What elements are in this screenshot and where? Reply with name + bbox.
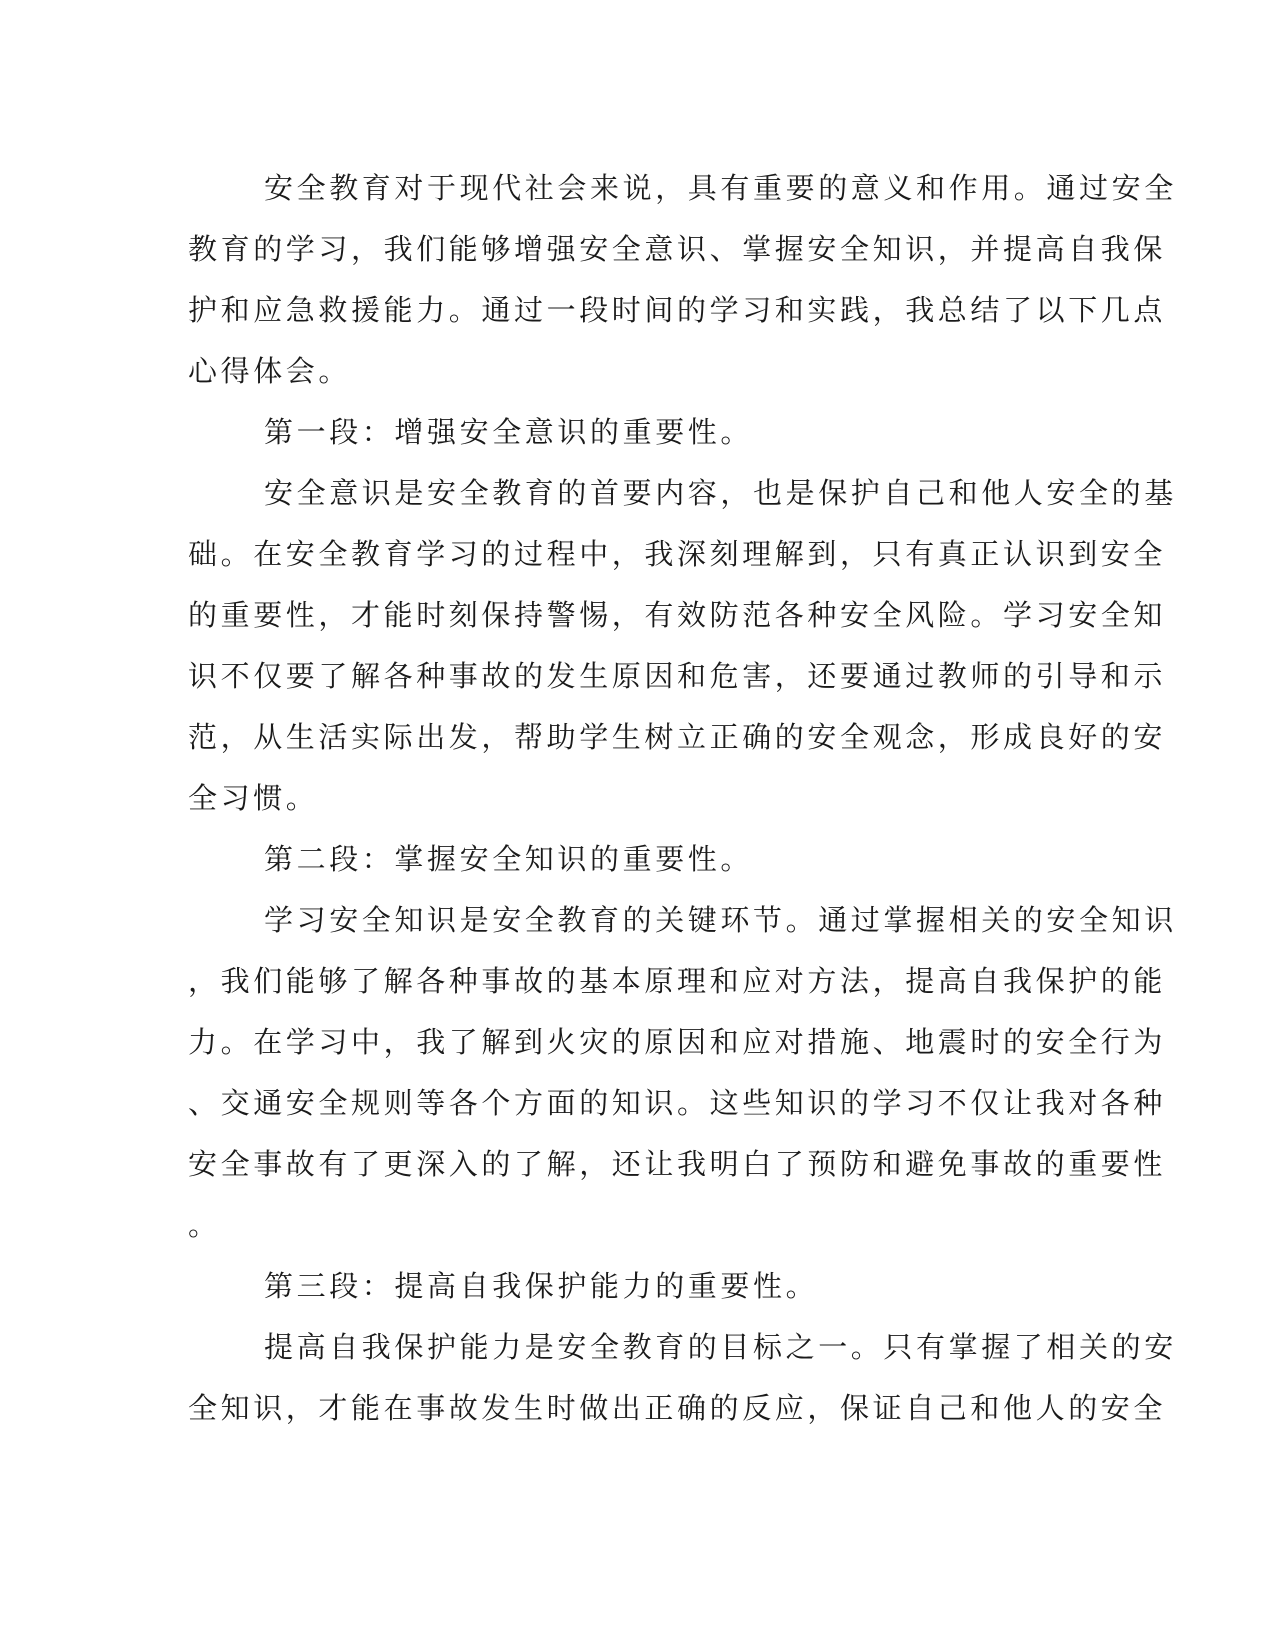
- section2-paragraph-line: ，我们能够了解各种事故的基本原理和应对方法，提高自我保护的能: [188, 964, 1167, 998]
- intro-paragraph-line: 心得体会。: [188, 354, 352, 388]
- section1-paragraph-line: 范，从生活实际出发，帮助学生树立正确的安全观念，形成良好的安: [188, 720, 1167, 754]
- section-heading-2: 第二段：掌握安全知识的重要性。: [264, 842, 754, 876]
- section-heading-3: 第三段：提高自我保护能力的重要性。: [264, 1269, 819, 1303]
- intro-paragraph-line: 教育的学习，我们能够增强安全意识、掌握安全知识，并提高自我保: [188, 232, 1167, 266]
- section2-paragraph-line: 安全事故有了更深入的了解，还让我明白了预防和避免事故的重要性: [188, 1147, 1167, 1181]
- section2-paragraph-line: 学习安全知识是安全教育的关键环节。通过掌握相关的安全知识: [264, 903, 1177, 937]
- section1-paragraph-line: 识不仅要了解各种事故的发生原因和危害，还要通过教师的引导和示: [188, 659, 1167, 693]
- section3-paragraph-line: 全知识，才能在事故发生时做出正确的反应，保证自己和他人的安全: [188, 1391, 1167, 1425]
- section-heading-1: 第一段：增强安全意识的重要性。: [264, 415, 754, 449]
- section2-paragraph-line: 力。在学习中，我了解到火灾的原因和应对措施、地震时的安全行为: [188, 1025, 1167, 1059]
- section1-paragraph-line: 全习惯。: [188, 781, 319, 815]
- section1-paragraph-line: 安全意识是安全教育的首要内容，也是保护自己和他人安全的基: [264, 476, 1177, 510]
- section2-paragraph-line: 、交通安全规则等各个方面的知识。这些知识的学习不仅让我对各种: [188, 1086, 1167, 1120]
- document-body: [188, 158, 1177, 1439]
- section1-paragraph-line: 础。在安全教育学习的过程中，我深刻理解到，只有真正认识到安全: [188, 537, 1167, 571]
- section3-paragraph-line: 提高自我保护能力是安全教育的目标之一。只有掌握了相关的安: [264, 1330, 1177, 1364]
- intro-paragraph-line: 护和应急救援能力。通过一段时间的学习和实践，我总结了以下几点: [188, 293, 1167, 327]
- section1-paragraph-line: 的重要性，才能时刻保持警惕，有效防范各种安全风险。学习安全知: [188, 598, 1167, 632]
- section2-paragraph-line: 。: [188, 1208, 221, 1242]
- intro-paragraph-line: 安全教育对于现代社会来说，具有重要的意义和作用。通过安全: [264, 171, 1177, 205]
